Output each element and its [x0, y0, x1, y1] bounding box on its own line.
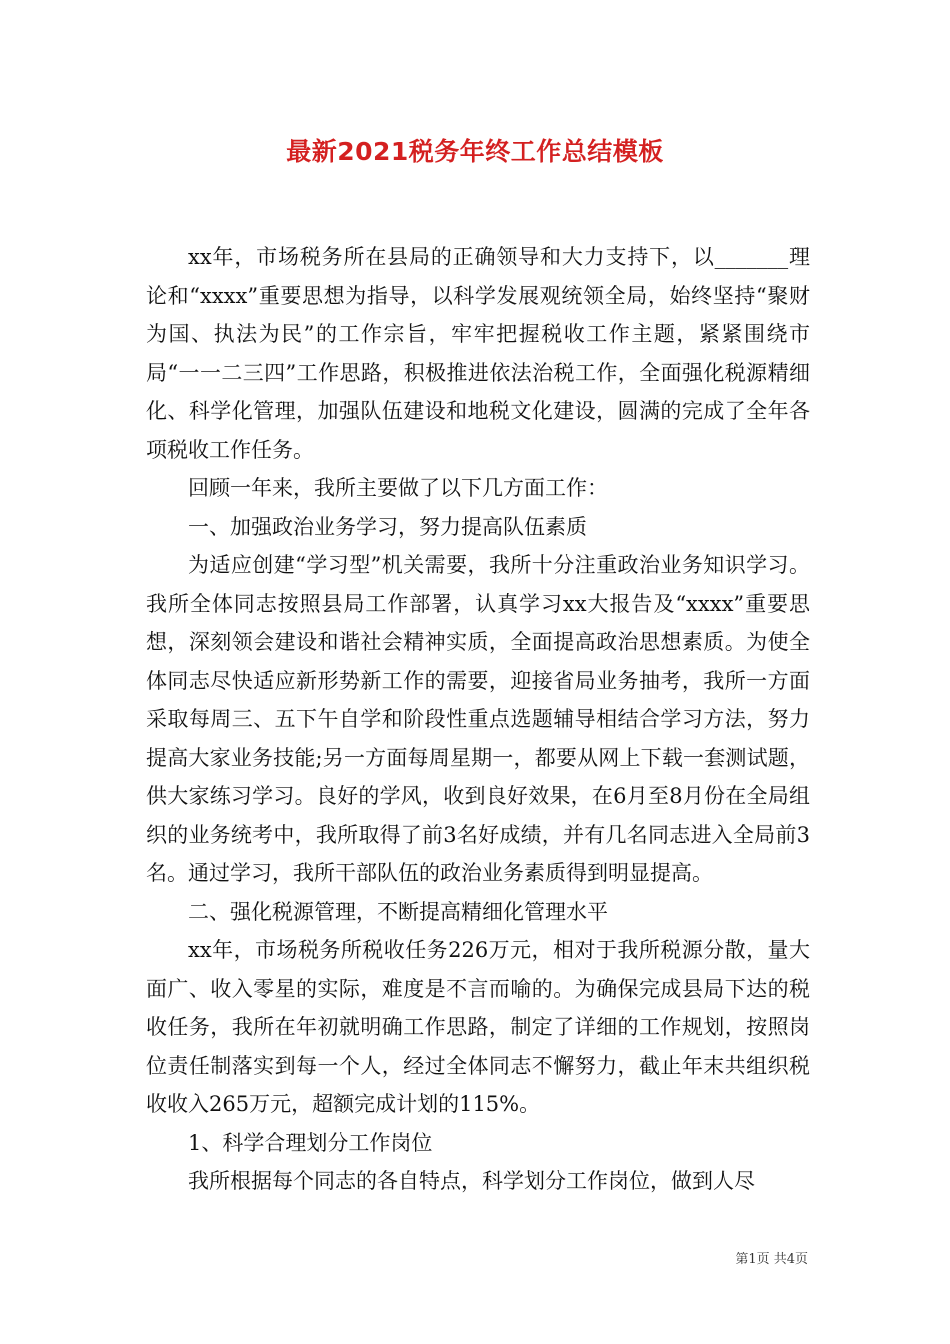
paragraph-intro: xx年，市场税务所在县局的正确领导和大力支持下，以_______理论和“xxxx”重要思想为指导，以科学发展观统领全局，始终坚持“聚财为国、执法为民”的工作宗旨，牢牢把握税收工作主题，紧紧围绕市局“一一二三四”工作思路，积极推进依法治税工作，全面强化税源精细化、科学化管理，加强队伍建设和地税文化建设，圆满的完成了全年各项税收工作任务。	[146, 245, 810, 462]
subsection-heading-1: 1、科学合理划分工作岗位	[188, 1130, 433, 1155]
page-number-footer: 第1页 共4页	[735, 1252, 808, 1267]
paragraph-posts: 我所根据每个同志的各自特点，科学划分工作岗位，做到人尽	[188, 1169, 755, 1193]
document-title: 最新2021税务年终工作总结模板	[286, 137, 664, 166]
paragraph-study: 为适应创建“学习型”机关需要，我所十分注重政治业务知识学习。我所全体同志按照县局工作部署，认真学习xx大报告及“xxxx”重要思想，深刻领会建设和谐社会精神实质，全面提高政治思想素质。为使全体同志尽快适应新形势新工作的需要，迎接省局业务抽考，我所一方面采取每周三、五下午自学和阶段性重点选题辅导相结合学习方法，努力提高大家业务技能;另一方面每周星期一，都要从网上下载一套测试题，供大家练习学习。良好的学风，收到良好效果，在6月至8月份在全局组织的业务统考中，我所取得了前3名好成绩，并有几名同志进入全局前3名。通过学习，我所干部队伍的政治业务素质得到明显提高。	[146, 553, 810, 885]
paragraph-tax-task: xx年，市场税务所税收任务226万元，相对于我所税源分散，量大面广、收入零星的实际，难度是不言而喻的。为确保完成县局下达的税收任务，我所在年初就明确工作思路，制定了详细的工作规划，按照岗位责任制落实到每一个人，经过全体同志不懈努力，截止年末共组织税收收入265万元，超额完成计划的115%。	[146, 938, 810, 1116]
section-heading-1: 一、加强政治业务学习，努力提高队伍素质	[188, 514, 587, 539]
paragraph-review: 回顾一年来，我所主要做了以下几方面工作：	[188, 476, 608, 500]
document-body	[146, 238, 810, 1201]
section-heading-2: 二、强化税源管理，不断提高精细化管理水平	[188, 899, 608, 924]
